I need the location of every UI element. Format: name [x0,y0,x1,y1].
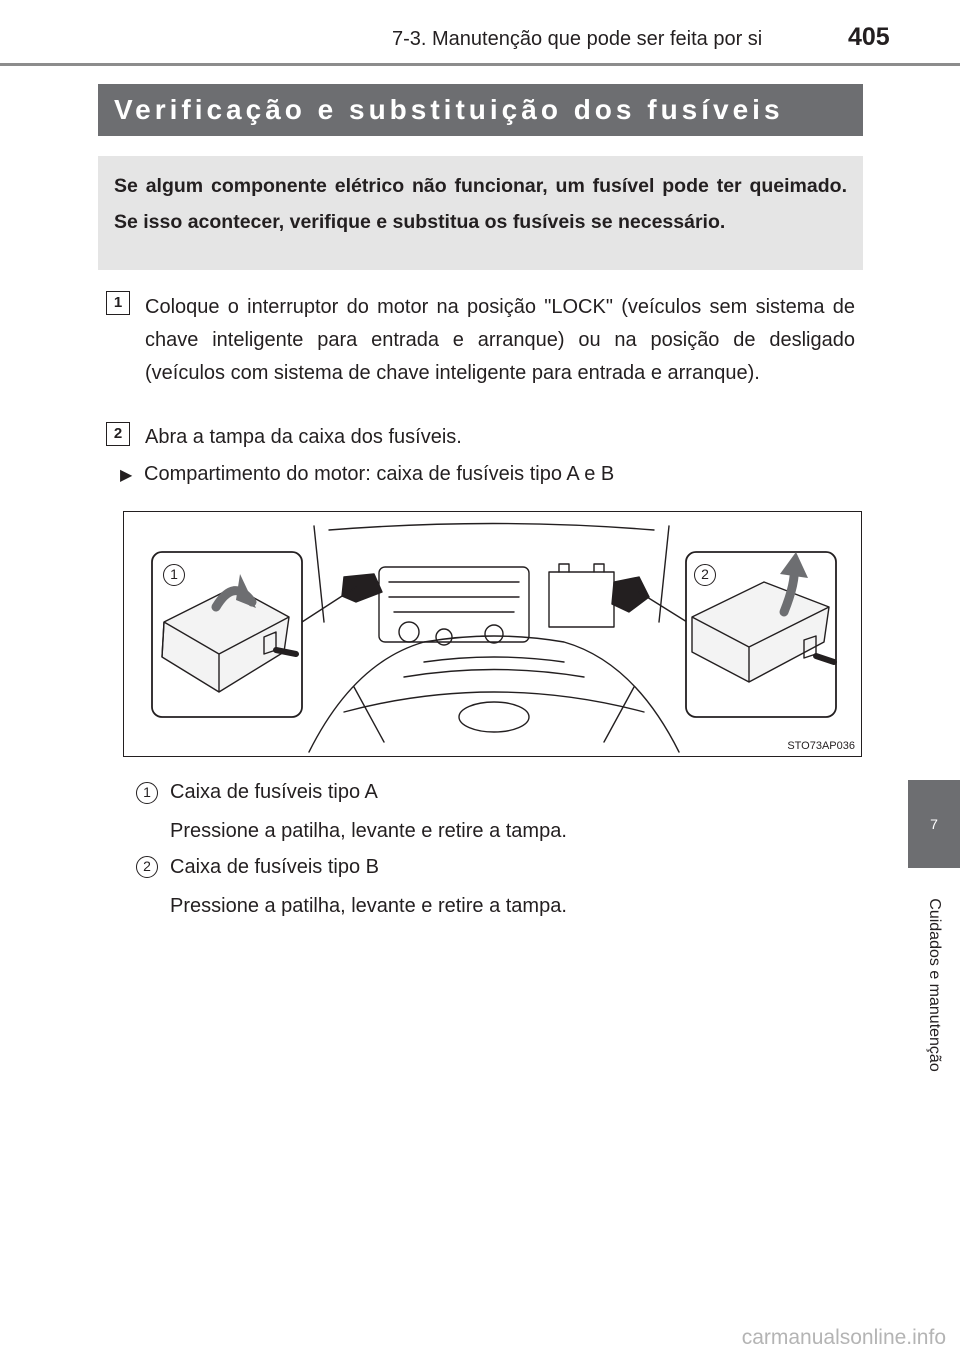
legend-1-description: Pressione a patilha, levante e retire a tampa. [170,820,567,842]
triangle-arrow-icon: ▶ [120,467,133,484]
figure-code: STO73AP036 [787,740,855,752]
legend-1-title: Caixa de fusíveis tipo A [170,781,378,803]
intro-text: Se algum componente elétrico não funcionar, um fusível pode ter queimado. Se isso acontecer, verifique e substitua os fusíveis se necessário. [114,175,847,233]
engine-drawing [124,512,861,756]
step-2-text: Abra a tampa da caixa dos fusíveis. [145,426,462,448]
step-1-badge: 1 [106,291,130,315]
legend-2-description: Pressione a patilha, levante e retire a tampa. [170,895,567,917]
header-divider [0,63,960,66]
running-header-section: 7-3. Manutenção que pode ser feita por si [392,28,763,50]
engine-compartment-illustration [123,511,862,757]
section-title: Verificação e substituição dos fusíveis [98,84,863,136]
subitem-engine-compartment [120,458,614,492]
figure-callout-1: 1 [163,564,185,586]
figure-callout-2: 2 [694,564,716,586]
intro-box [98,156,863,270]
watermark: carmanualsonline.info [741,1326,946,1349]
legend-2-number: 2 [136,856,158,878]
step-1-text: Coloque o interruptor do motor na posição "LOCK" (veículos sem sistema de chave inteligente para entrada e arranque) ou na posição de desligado (veículos com sistema de chave inteligente para entrada e arranque). [145,296,855,384]
chapter-tab: 7 [908,780,960,868]
page-number: 405 [848,23,890,51]
legend-1-number: 1 [136,782,158,804]
chapter-label: Cuidados e manutenção [926,898,943,1072]
legend-2-title: Caixa de fusíveis tipo B [170,856,379,878]
step-2-badge: 2 [106,422,130,446]
subitem-text: Compartimento do motor: caixa de fusíveis tipo A e B [144,463,615,485]
